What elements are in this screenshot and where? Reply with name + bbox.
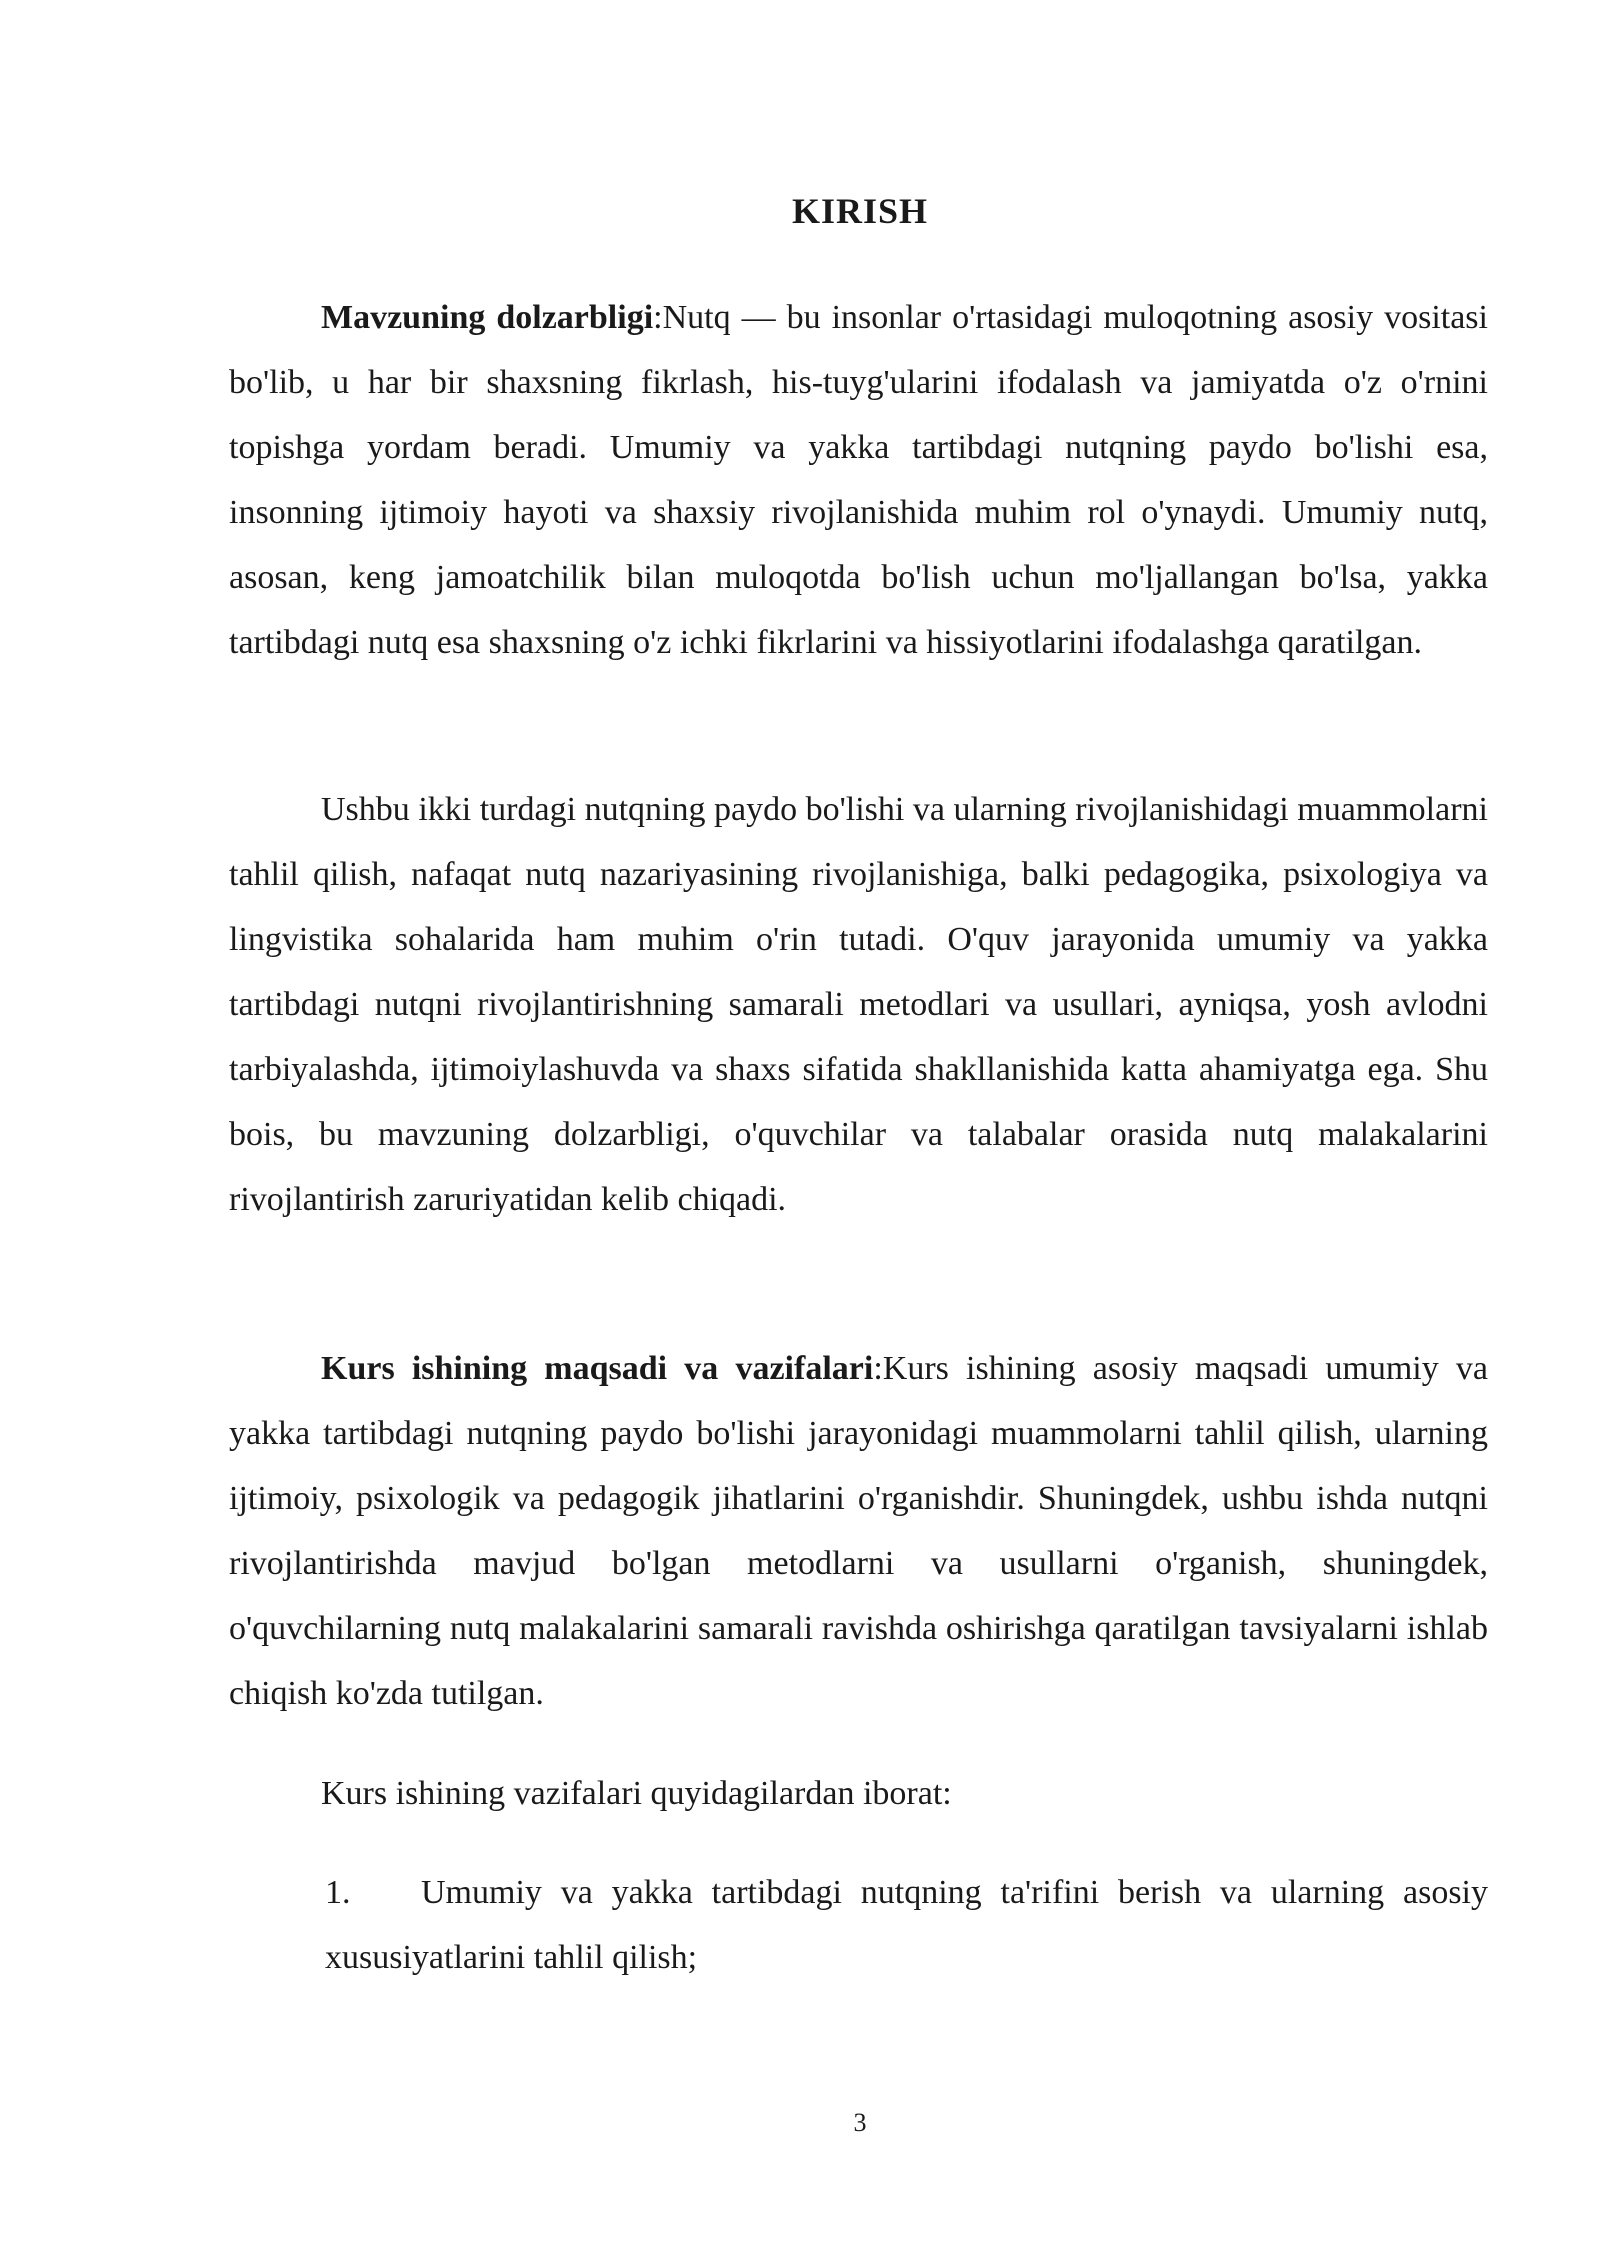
page-number: 3 [853, 2108, 867, 2137]
paragraph-text-tasks-intro: Kurs ishining vazifalari quyidagilardan iborat: [321, 1775, 952, 1812]
paragraph-heading-relevance: Mavzuning dolzarbligi [321, 299, 654, 336]
paragraph-relevance [229, 285, 1488, 675]
paragraph-goals [229, 1336, 1488, 1726]
paragraph-analysis [229, 777, 1488, 1232]
paragraph-text-goals: :Kurs ishining asosiy maqsadi umumiy va yakka tartibdagi nutqning paydo bo'lishi jarayonidagi muammolarni tahlil qilish, ularning ijtimoiy, psixologik va pedagogik jihatlarini o'rganishdir. Shuningdek, ushbu ishda nutqni rivojlantirishda mavjud bo'lgan metodlarni va usullarni o'rganish, shuningdek, o'quvchilarning nutq malakalarini samarali ravishda oshirishga qaratilgan tavsiyalarni ishlab chiqish ko'zda tutilgan. [229, 1350, 1489, 1712]
paragraph-text-analysis: Ushbu ikki turdagi nutqning paydo bo'lishi va ularning rivojlanishidagi muammolarni tahlil qilish, nafaqat nutq nazariyasining rivojlanishiga, balki pedagogika, psixologiya va lingvistika sohalarida ham muhim o'rin tutadi. O'quv jarayonida umumiy va yakka tartibdagi nutqni rivojlantirishning samarali metodlari va usullari, ayniqsa, yosh avlodni tarbiyalashda, ijtimoiylashuvda va shaxs sifatida shakllanishida katta ahamiyatga ega. Shu bois, bu mavzuning dolzarbligi, o'quvchilar va talabalar orasida nutq malakalarini rivojlantirish zaruriyatidan kelib chiqadi. [229, 791, 1488, 1218]
page-title: KIRISH [791, 191, 929, 231]
list-item-number: 1. [325, 1874, 351, 1911]
paragraph-tasks-intro [229, 1761, 1488, 1826]
paragraph-heading-goals: Kurs ishining maqsadi va vazifalari [321, 1350, 874, 1387]
list-item [325, 1860, 1488, 1990]
list-item-text: Umumiy va yakka tartibdagi nutqning ta'rifini berish va ularning asosiy xususiyatlarini tahlil qilish; [325, 1874, 1488, 1976]
paragraph-text-relevance: :Nutq — bu insonlar o'rtasidagi muloqotning asosiy vositasi bo'lib, u har bir shaxsning fikrlash, his-tuyg'ularini ifodalash va jamiyatda o'z o'rnini topishga yordam beradi. Umumiy va yakka tartibdagi nutqning paydo bo'lishi esa, insonning ijtimoiy hayoti va shaxsiy rivojlanishida muhim rol o'ynaydi. Umumiy nutq, asosan, keng jamoatchilik bilan muloqotda bo'lish uchun mo'ljallangan bo'lsa, yakka tartibdagi nutq esa shaxsning o'z ichki fikrlarini va hissiyotlarini ifodalashga qaratilgan. [229, 299, 1488, 661]
